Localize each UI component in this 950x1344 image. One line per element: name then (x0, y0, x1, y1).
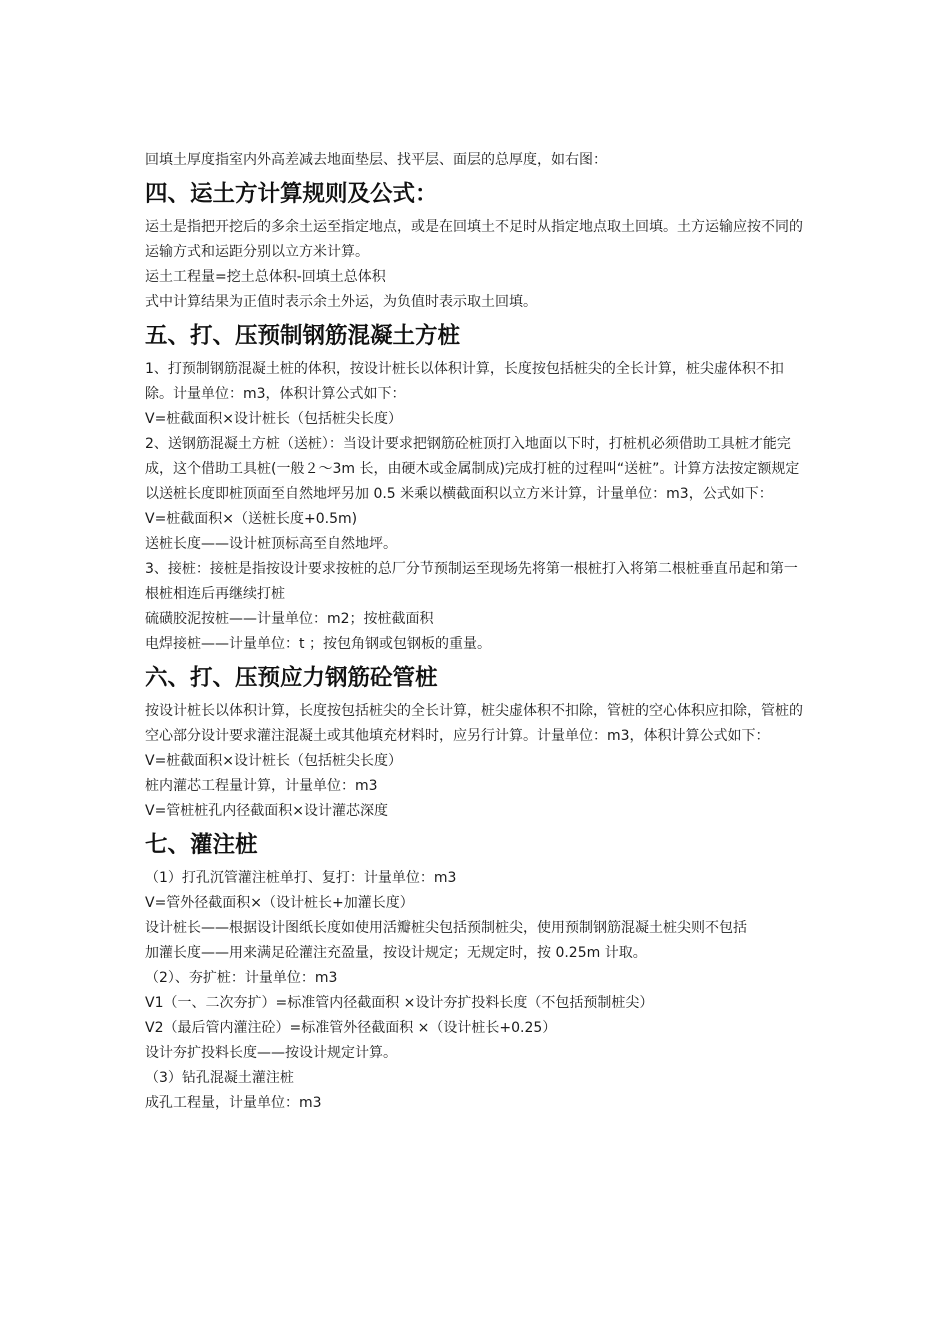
section-7-line-1: （1）打孔沉管灌注桩单打、复打：计量单位：m3 (145, 870, 457, 886)
section-5-line-6: 3、接桩：接桩是指按设计要求按桩的总厂分节预制运至现场先将第一根桩打入将第二根桩垂直吊起和第一根桩相连后再继续打桩 (145, 561, 798, 602)
section-5-line-7: 硫磺胶泥按桩——计量单位：m2；按桩截面积 (145, 611, 434, 627)
section-7-line-10: 成孔工程量，计量单位：m3 (145, 1095, 322, 1111)
section-7-line-6: V1（一、二次夯扩）=标准管内径截面积 ×设计夯扩投料长度（不包括预制桩尖） (145, 995, 654, 1011)
section-7-line-3: 设计桩长——根据设计图纸长度如使用活瓣桩尖包括预制桩尖，使用预制钢筋混凝土桩尖则不包括 (145, 920, 747, 936)
section-4-line-2: 运土工程量=挖土总体积-回填土总体积 (145, 269, 386, 285)
section-7-line-2: V=管外径截面积×（设计桩长+加灌长度） (145, 895, 414, 911)
section-7-line-7: V2（最后管内灌注砼）=标准管外径截面积 ×（设计桩长+0.25） (145, 1020, 557, 1036)
section-7-heading: 七、灌注桩 (145, 832, 258, 858)
section-5-line-3: 2、送钢筋混凝土方桩（送桩）：当设计要求把钢筋砼桩顶打入地面以下时，打桩机必须借助工具桩才能完成，这个借助工具桩(一般２～3m 长，由硬木或金属制成)完成打桩的过程叫“送桩”。计算方法按定额规定以送桩长度即桩顶面至自然地坪另加 0.5 米乘以横截面积以立方米计算，计量单位：m3，公式如下： (145, 436, 800, 502)
section-5-line-1: 1、打预制钢筋混凝土桩的体积，按设计桩长以体积计算，长度按包括桩尖的全长计算，桩尖虚体积不扣除。计量单位：m3，体积计算公式如下： (145, 361, 784, 402)
section-7-line-5: （2）、夯扩桩：计量单位：m3 (145, 970, 338, 986)
section-7-line-8: 设计夯扩投料长度——按设计规定计算。 (145, 1045, 397, 1061)
section-7-line-4: 加灌长度——用来满足砼灌注充盈量，按设计规定；无规定时，按 0.25m 计取。 (145, 945, 647, 961)
section-7-line-9: （3）钻孔混凝土灌注桩 (145, 1070, 294, 1086)
section-5-line-8: 电焊接桩——计量单位：t ；按包角钢或包钢板的重量。 (145, 636, 491, 652)
document-page (145, 148, 810, 1116)
section-5-line-2: V=桩截面积×设计桩长（包括桩尖长度） (145, 411, 403, 427)
section-6-line-4: V=管桩桩孔内径截面积×设计灌芯深度 (145, 803, 389, 819)
section-5-line-4: V=桩截面积×（送桩长度+0.5m) (145, 511, 358, 527)
section-6-line-1: 按设计桩长以体积计算，长度按包括桩尖的全长计算，桩尖虚体积不扣除，管桩的空心体积应扣除，管桩的空心部分设计要求灌注混凝土或其他填充材料时，应另行计算。计量单位：m3，体积计算公式如下： (145, 703, 803, 744)
section-6-line-3: 桩内灌芯工程量计算，计量单位：m3 (145, 778, 378, 794)
section-6-line-2: V=桩截面积×设计桩长（包括桩尖长度） (145, 753, 403, 769)
section-5-line-5: 送桩长度——设计桩顶标高至自然地坪。 (145, 536, 397, 552)
section-6-heading: 六、打、压预应力钢筋砼管桩 (145, 665, 438, 691)
section-4-line-3: 式中计算结果为正值时表示余土外运，为负值时表示取土回填。 (145, 294, 537, 310)
section-4-heading: 四、运土方计算规则及公式： (145, 181, 438, 207)
section-5-heading: 五、打、压预制钢筋混凝土方桩 (145, 323, 461, 349)
intro-paragraph: 回填土厚度指室内外高差减去地面垫层、找平层、面层的总厚度，如右图： (145, 152, 607, 168)
section-4-line-1: 运土是指把开挖后的多余土运至指定地点，或是在回填土不足时从指定地点取土回填。土方运输应按不同的运输方式和运距分别以立方米计算。 (145, 219, 803, 260)
